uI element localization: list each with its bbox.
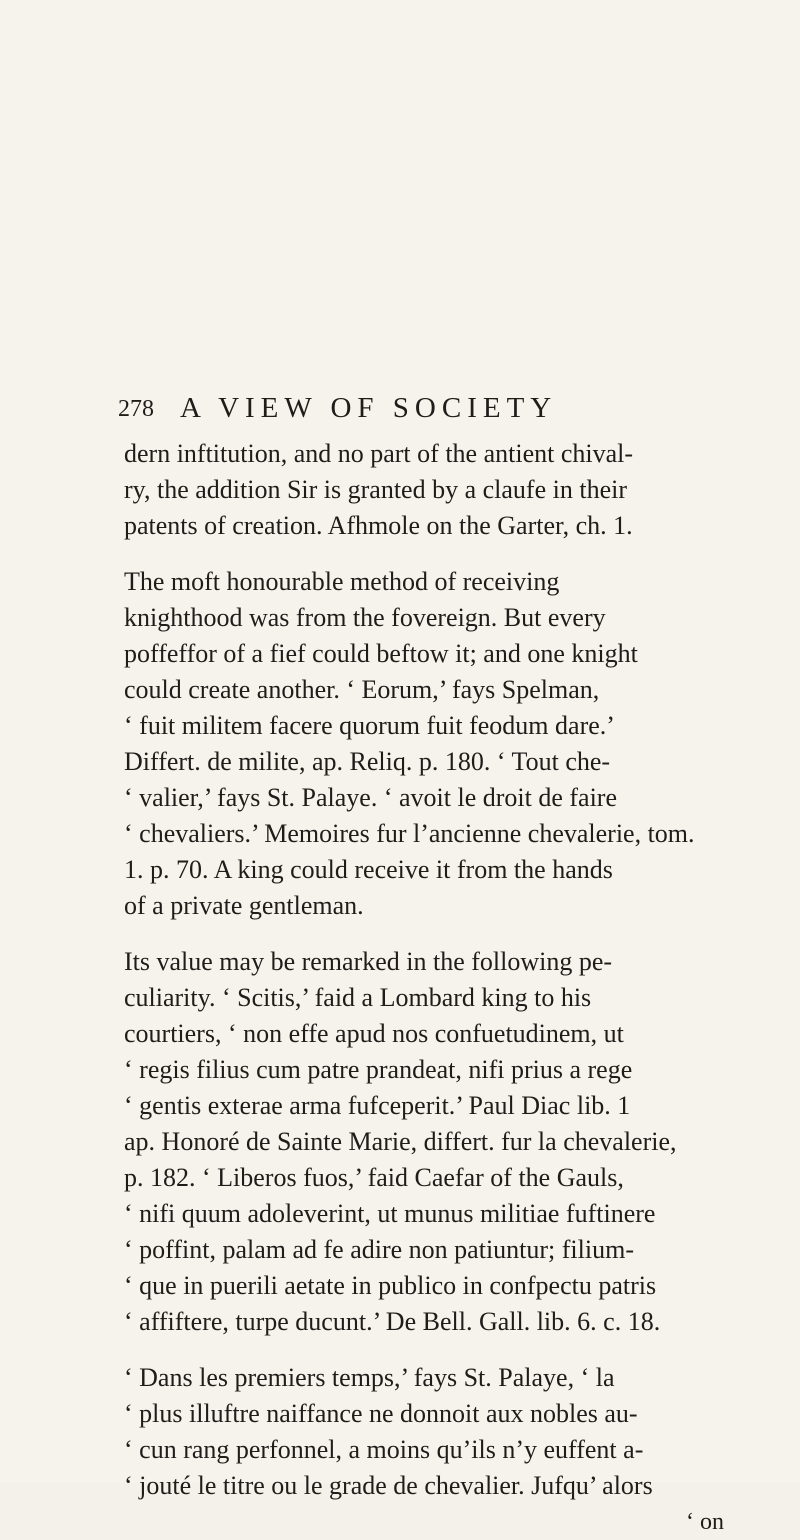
text-line: courtiers, ‘ non effe apud nos confuetudinem, ut [124, 1019, 624, 1048]
text-line: ‘ affiftere, turpe ducunt.’ De Bell. Gall. lib. 6. c. 18. [124, 1307, 661, 1336]
text-line: ap. Honoré de Sainte Marie, differt. fur la chevalerie, [124, 1127, 677, 1156]
text-line: 1. p. 70. A king could receive it from the hands [124, 855, 613, 884]
paragraph-1 [124, 436, 724, 544]
text-line: knighthood was from the fovereign. But every [124, 603, 606, 632]
text-line: patents of creation. Afhmole on the Garter, ch. 1. [124, 511, 633, 540]
text-line: The moft honourable method of receiving [124, 567, 560, 596]
paragraph-3 [124, 944, 724, 1340]
page-number: 278 [118, 396, 154, 422]
text-line: ‘ cun rang perfonnel, a moins qu’ils n’y euffent a- [124, 1435, 644, 1464]
text-line: ‘ regis filius cum patre prandeat, nifi prius a rege [124, 1055, 633, 1084]
text-line: Its value may be remarked in the following pe- [124, 947, 613, 976]
text-line: dern inftitution, and no part of the antient chival- [124, 439, 634, 468]
text-line: ‘ Dans les premiers temps,’ fays St. Palaye, ‘ la [124, 1363, 615, 1392]
text-line: ‘ chevaliers.’ Memoires fur l’ancienne chevalerie, tom. [124, 819, 695, 848]
text-line: culiarity. ‘ Scitis,’ faid a Lombard king to his [124, 983, 592, 1012]
page-body [124, 436, 724, 1535]
text-line: ‘ valier,’ fays St. Palaye. ‘ avoit le droit de faire [124, 783, 618, 812]
text-line: ry, the addition Sir is granted by a claufe in their [124, 475, 628, 504]
text-line: ‘ plus illuftre naiffance ne donnoit aux nobles au- [124, 1399, 638, 1428]
text-line: Differt. de milite, ap. Reliq. p. 180. ‘ Tout che- [124, 747, 611, 776]
text-line: ‘ gentis exterae arma fufceperit.’ Paul Diac lib. 1 [124, 1091, 631, 1120]
text-line: of a private gentleman. [124, 891, 364, 920]
running-head: A VIEW OF SOCIETY [180, 392, 558, 424]
text-line: ‘ poffint, palam ad fe adire non patiuntur; filium- [124, 1235, 634, 1264]
paragraph-4 [124, 1360, 724, 1504]
page-header [118, 392, 718, 432]
text-line: ‘ nifi quum adoleverint, ut munus militiae fuftinere [124, 1199, 656, 1228]
text-line: ‘ fuit militem facere quorum fuit feodum dare.’ [124, 711, 615, 740]
paragraph-2 [124, 564, 724, 924]
text-line: p. 182. ‘ Liberos fuos,’ faid Caefar of the Gauls, [124, 1163, 624, 1192]
catchword: ‘ on [686, 1509, 724, 1535]
text-line: ‘ que in puerili aetate in publico in confpectu patris [124, 1271, 657, 1300]
text-line: poffeffor of a fief could beftow it; and one knight [124, 639, 638, 668]
text-line: could create another. ‘ Eorum,’ fays Spelman, [124, 675, 600, 704]
text-line: ‘ jouté le titre ou le grade de chevalier. Jufqu’ alors [124, 1471, 653, 1500]
